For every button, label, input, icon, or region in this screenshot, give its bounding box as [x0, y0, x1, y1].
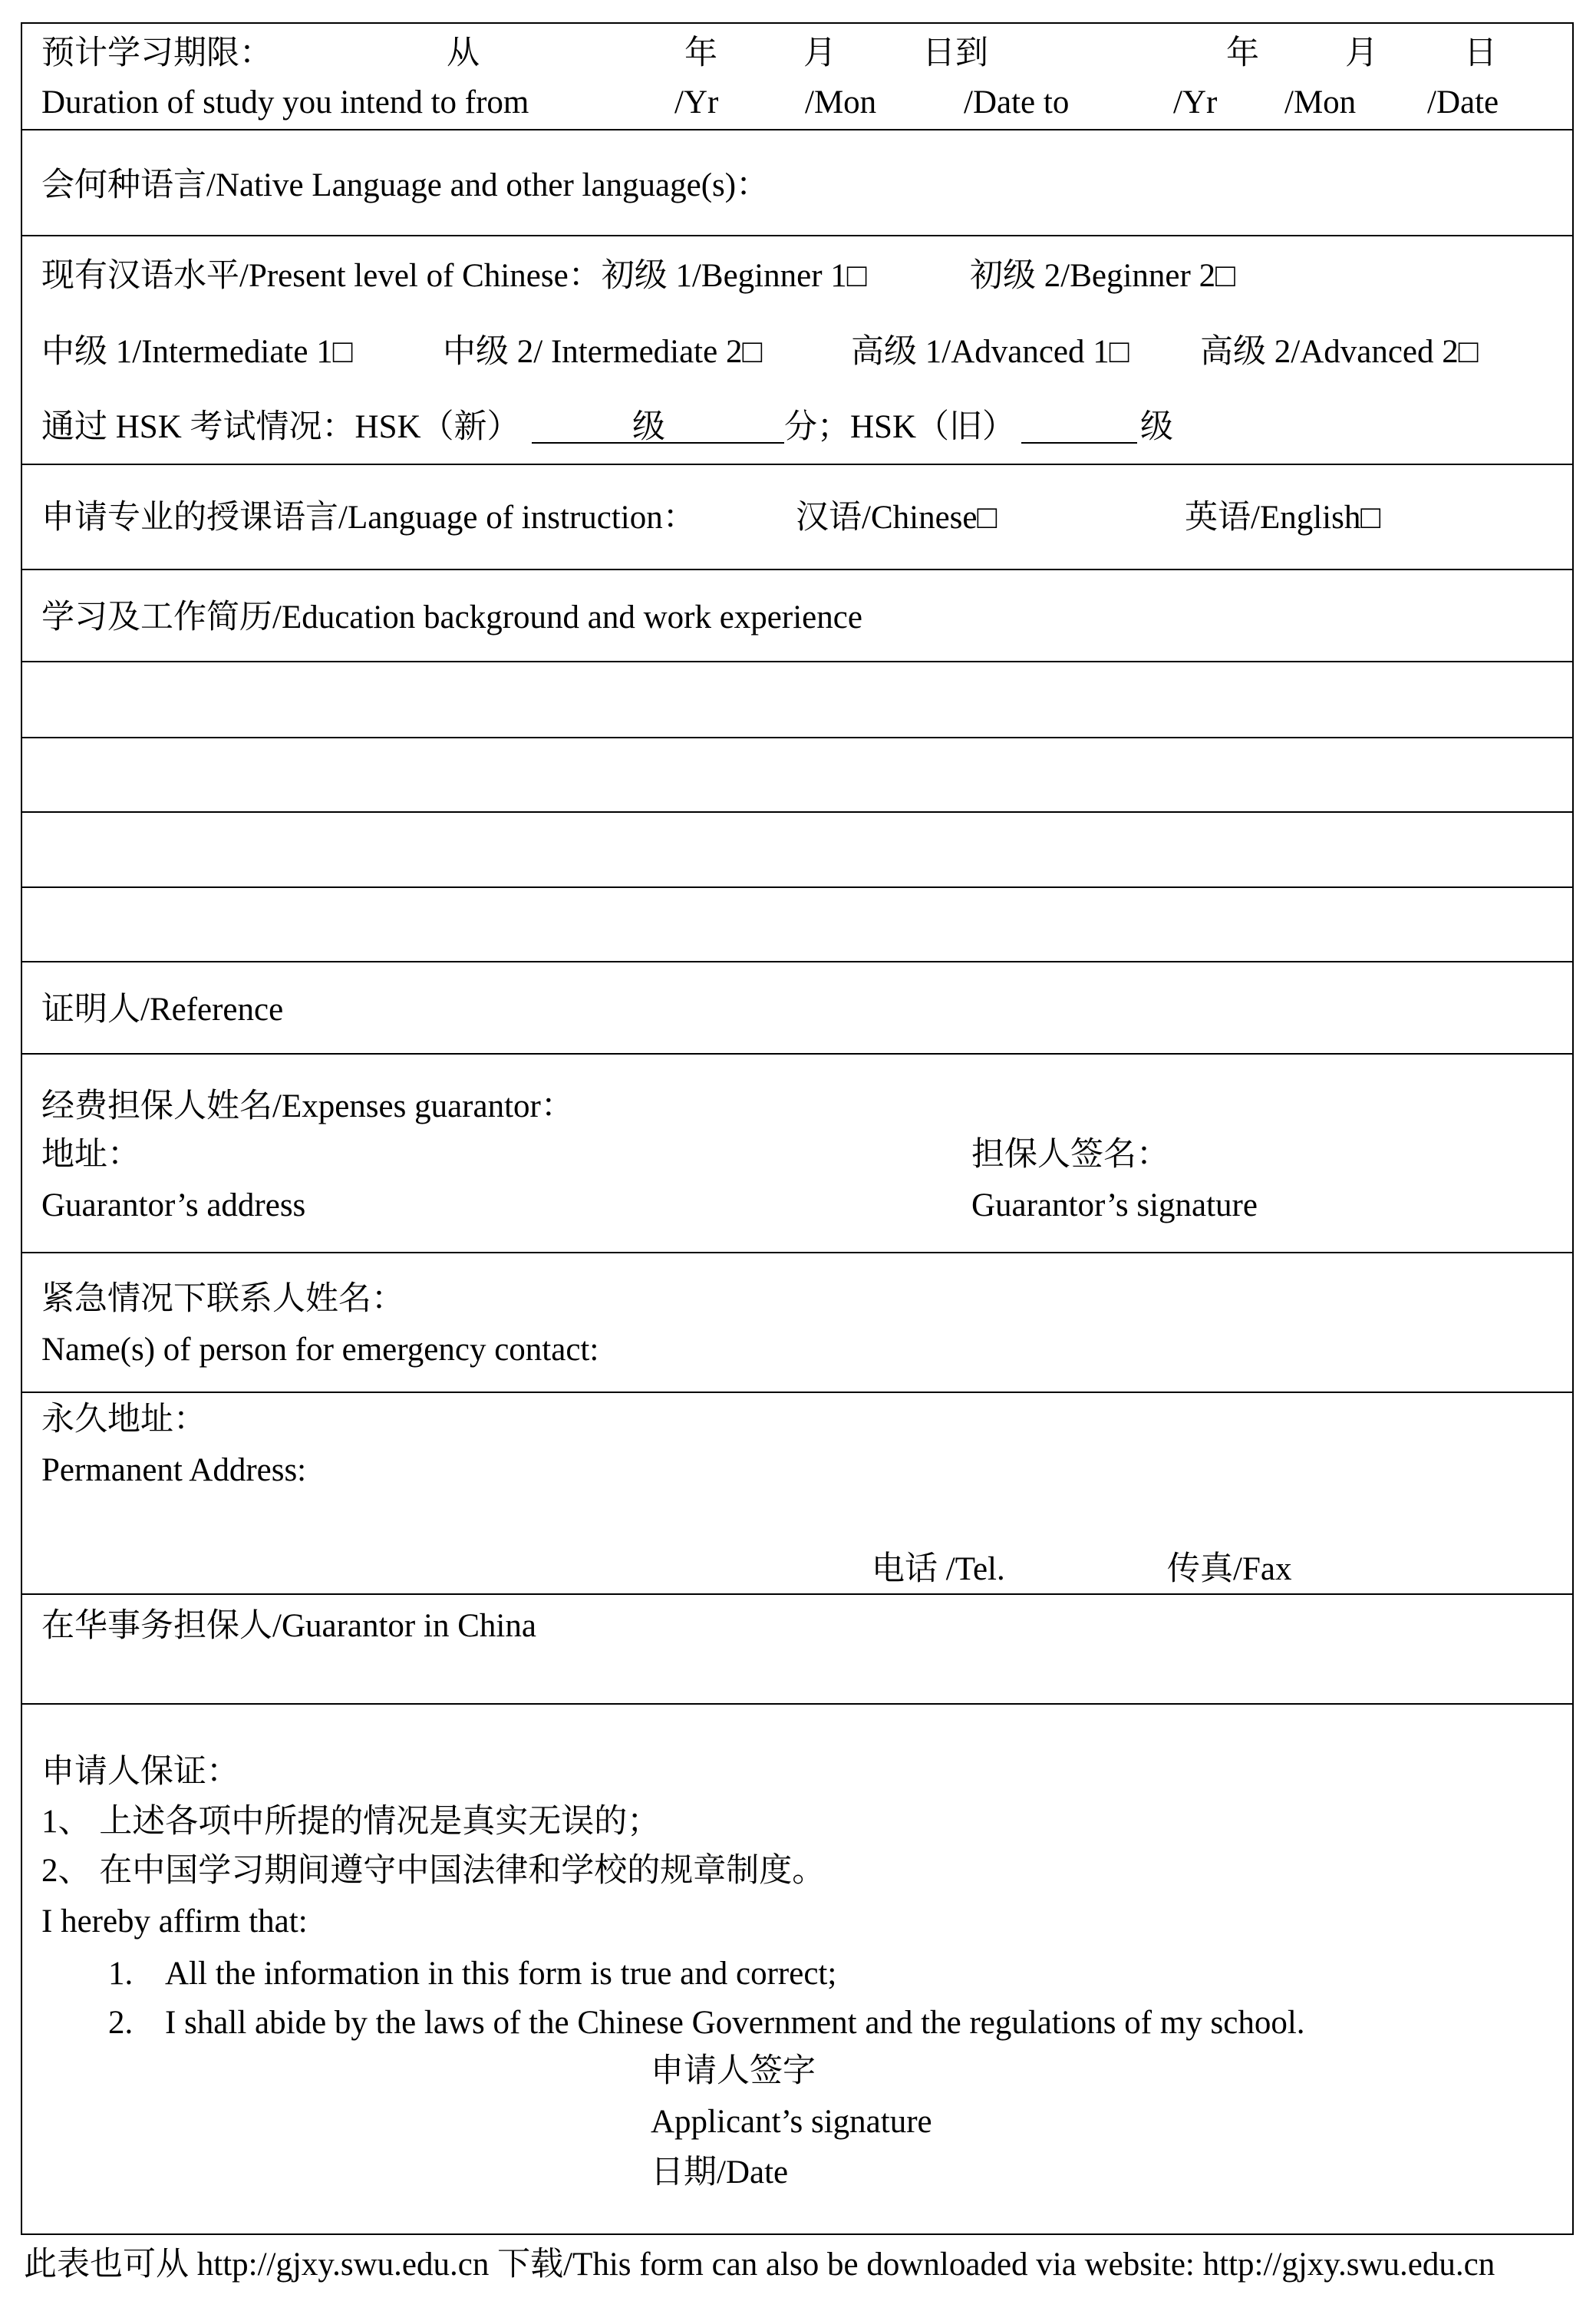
languages-label: 会何种语言/Native Language and other language(s)：: [41, 167, 770, 203]
start-year-label-en: /Yr: [674, 84, 719, 121]
hsk-score-unit-and-old-label: 分；HSK（旧）: [784, 409, 1016, 445]
reference-label: 证明人/Reference: [41, 992, 284, 1028]
chinese-level-row: [21, 235, 1574, 464]
date-label: 日期/Date: [651, 2154, 789, 2190]
instruction-language-row: [21, 464, 1574, 569]
checkbox-english[interactable]: □: [1360, 500, 1381, 536]
applicant-signature-label-cn: 申请人签字: [651, 2053, 816, 2089]
education-entry-row-1[interactable]: [21, 661, 1574, 737]
guarantor-address-label-cn: 地址：: [41, 1137, 140, 1173]
permanent-address-label-en: Permanent Address:: [41, 1452, 307, 1488]
tel-label: 电话 /Tel.: [872, 1551, 1005, 1587]
applicant-signature-label-en: Applicant’s signature: [651, 2104, 932, 2140]
option-advanced-2: [1200, 333, 1479, 371]
hsk-new-level-field[interactable]: [532, 408, 632, 444]
education-entry-row-2[interactable]: [21, 737, 1574, 811]
option-advanced-2-label: 高级 2/Advanced 2: [1200, 334, 1459, 370]
from-label-cn: 从: [447, 35, 480, 71]
hsk-old-level-unit: 级: [1140, 409, 1173, 445]
option-beginner-2-label: 初级 2/Beginner 2: [970, 258, 1216, 294]
affirm-intro: I hereby affirm that:: [41, 1903, 308, 1940]
chinese-level-line-1: [41, 257, 867, 295]
emergency-contact-row: [21, 1252, 1574, 1392]
permanent-address-row: [21, 1392, 1574, 1593]
pledge-item-cn-2: 2、 在中国学习期间遵守中国法律和学校的规章制度。: [41, 1853, 826, 1889]
checkbox-advanced-1[interactable]: □: [1109, 334, 1129, 370]
checkbox-advanced-2[interactable]: □: [1458, 334, 1479, 370]
chinese-level-label: 现有汉语水平/Present level of Chinese：: [41, 258, 602, 294]
education-header-row: [21, 569, 1574, 661]
end-day-label-cn: 日: [1464, 35, 1497, 71]
option-intermediate-1: [41, 333, 353, 371]
emergency-contact-label-en: Name(s) of person for emergency contact:: [41, 1332, 599, 1368]
pledge-title: 申请人保证：: [41, 1754, 239, 1790]
start-year-label-cn: 年: [684, 35, 717, 71]
option-english-label: 英语/English: [1185, 500, 1361, 536]
applicant-pledge-row: [21, 1703, 1574, 2235]
hsk-old-level-field[interactable]: [1021, 408, 1137, 444]
download-footer: [24, 2246, 1495, 2284]
fax-label: 传真/Fax: [1167, 1551, 1292, 1587]
option-chinese-label: 汉语/Chinese: [796, 500, 978, 536]
checkbox-chinese[interactable]: □: [977, 500, 998, 536]
education-entry-row-4[interactable]: [21, 886, 1574, 961]
hsk-new-level-unit: 级: [632, 409, 665, 445]
reference-row: [21, 961, 1574, 1053]
permanent-address-label-cn: 永久地址：: [41, 1401, 206, 1438]
website-link-cn[interactable]: http://gjxy.swu.edu.cn: [196, 2247, 490, 2283]
end-month-label-cn: 月: [1345, 35, 1378, 71]
instruction-language-label: 申请专业的授课语言/Language of instruction：: [41, 500, 696, 536]
option-beginner-2: [970, 257, 1235, 295]
checkbox-beginner-1[interactable]: □: [846, 258, 867, 294]
checkbox-intermediate-1[interactable]: □: [332, 334, 353, 370]
end-day-label-en: /Date: [1427, 84, 1499, 121]
guarantor-china-label: 在华事务担保人/Guarantor in China: [41, 1608, 536, 1644]
end-year-label-cn: 年: [1226, 35, 1259, 71]
study-duration-label-cn: 预计学习期限：: [41, 35, 272, 71]
guarantor-signature-label-cn: 担保人签名：: [971, 1137, 1169, 1173]
hsk-label: 通过 HSK 考试情况：HSK（新）: [41, 409, 520, 445]
education-entry-row-3[interactable]: [21, 811, 1574, 886]
option-intermediate-1-label: 中级 1/Intermediate 1: [41, 334, 333, 370]
footer-prefix: 此表也可从: [24, 2247, 197, 2283]
study-duration-label-en: Duration of study you intend to from: [41, 84, 529, 121]
option-advanced-1: [851, 333, 1129, 371]
affirm-item-2-number: 2.: [108, 2005, 134, 2041]
start-day-to-label-cn: 日到: [922, 35, 988, 71]
affirm-item-1-text: All the information in this form is true and correct;: [165, 1956, 837, 1992]
end-year-label-en: /Yr: [1173, 84, 1218, 121]
footer-middle: 下载/This form can also be downloaded via website:: [489, 2247, 1203, 2283]
checkbox-beginner-2[interactable]: □: [1215, 258, 1236, 294]
option-intermediate-2-label: 中级 2/ Intermediate 2: [443, 334, 743, 370]
end-month-label-en: /Mon: [1284, 84, 1357, 121]
guarantor-china-row: [21, 1593, 1574, 1703]
guarantor-signature-label-en: Guarantor’s signature: [971, 1187, 1258, 1223]
option-intermediate-2: [443, 333, 762, 371]
option-advanced-1-label: 高级 1/Advanced 1: [851, 334, 1110, 370]
languages-row: [21, 129, 1574, 235]
start-day-to-label-en: /Date to: [964, 84, 1070, 121]
guarantor-address-label-en: Guarantor’s address: [41, 1187, 306, 1223]
option-chinese: [796, 499, 997, 537]
start-month-label-cn: 月: [803, 35, 836, 71]
pledge-item-cn-1: 1、 上述各项中所提的情况是真实无误的；: [41, 1804, 661, 1840]
education-label: 学习及工作简历/Education background and work experience: [41, 599, 862, 636]
affirm-item-1-number: 1.: [108, 1956, 134, 1992]
study-duration-row: [21, 22, 1574, 129]
option-beginner-1-label: 初级 1/Beginner 1: [601, 258, 847, 294]
expenses-guarantor-label: 经费担保人姓名/Expenses guarantor：: [41, 1088, 574, 1124]
checkbox-intermediate-2[interactable]: □: [742, 334, 763, 370]
affirm-item-2-text: I shall abide by the laws of the Chinese Government and the regulations of my school.: [165, 2005, 1305, 2041]
expenses-guarantor-row: [21, 1053, 1574, 1252]
website-link-en[interactable]: http://gjxy.swu.edu.cn: [1202, 2247, 1495, 2283]
emergency-contact-label-cn: 紧急情况下联系人姓名：: [41, 1281, 404, 1317]
start-month-label-en: /Mon: [805, 84, 877, 121]
option-english: [1185, 499, 1380, 537]
